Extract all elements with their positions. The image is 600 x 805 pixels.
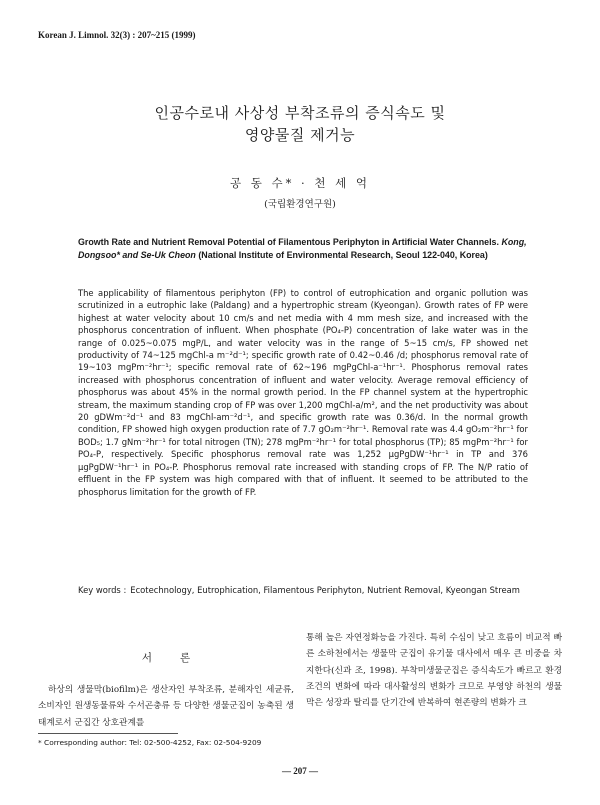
english-title: Growth Rate and Nutrient Removal Potential of Filamentous Periphyton in Artificial Water Channels.: [78, 237, 499, 247]
english-affiliation: (National Institute of Environmental Research, Seoul 122-040, Korea): [198, 249, 488, 260]
korean-title-line1: 인공수로내 사상성 부착조류의 증식속도 및: [154, 104, 446, 122]
english-authors: Kong, Dongsoo* and Se-Uk Cheon: [78, 237, 527, 260]
body-text-left-column: 하상의 생물막(biofilm)은 생산자인 부착조류, 분해자인 세균류, 소비자인 원생동물류와 수서곤충류 등 다양한 생물군집이 농축된 생태계로서 군집간 상호관계를: [38, 685, 294, 728]
keywords-label: Key words :: [78, 585, 127, 595]
keywords-text: Ecotechnology, Eutrophication, Filamentous Periphyton, Nutrient Removal, Kyeongan Stream: [130, 585, 520, 595]
footnote-divider: [38, 733, 178, 734]
corresponding-author-footnote: * Corresponding author: Tel: 02-500-4252, Fax: 02-504-9209: [38, 738, 262, 747]
korean-title: [0, 102, 600, 146]
abstract: The applicability of filamentous periphyton (FP) to control of eutrophication and organic pollution was scrutinized in a eutrophic lake (Paldang) and a hypertrophic stream (Kyeongan). Growth rates of FP were highest at water velocity about 10 cm/s and net media with 4 mm mesh size, and increased with the phosphorus concentration of influent. When phosphate (PO₄-P) concentration of lake water was in the range of 0.025~0.075 mgP/L, and water velocity was in the range of 5~15 cm/s, FP showed net productivity of 74~125 mgChl-a m⁻²d⁻¹; specific growth rate of 0.42~0.46 /d; phosphorus removal rate of 19~103 mgPm⁻²hr⁻¹; specific removal rate of 62~196 mgPgChl-a⁻¹hr⁻¹. Phosphorus removal rates increased with phosphorus concentration of influent and water velocity. Average removal efficiency of phosphorus was about 45% in the normal growth period. In the FP channel system at the hypertrophic stream, the maximum standing crop of FP was over 1,200 mgChl-a/m², and the net productivity was about 20 gDWm⁻²d⁻¹ and 83 mgChl-am⁻²d⁻¹, and specific growth rate was 0.36/d. In the normal growth condition, FP showed high oxygen production rate of 7.7 gO₂m⁻²hr⁻¹. Removal rate was 4.4 gO₂m⁻²hr⁻¹ for BOD₅; 1.7 gNm⁻²hr⁻¹ for total nitrogen (TN); 278 mgPm⁻²hr⁻¹ for total phosphorus (TP); 85 mgPm⁻²hr⁻¹ for PO₄-P, respectively. Specific phosphorus removal rate was 1,252 μgPgDW⁻¹hr⁻¹ in TP and 376 μgPgDW⁻¹hr⁻¹ in PO₄-P. Phosphorus removal rate increased with standing crops of FP. The N/P ratio of effluent in the FP system was high compared with that of influent. It seemed to be attributed to the phosphorus limitation for the growth of FP.: [78, 288, 528, 497]
korean-authors: 공 동 수* · 천 세 억: [230, 176, 370, 190]
body-text-right-column: 통해 높은 자연정화능을 가진다. 특히 수심이 낮고 흐름이 비교적 빠른 소하천에서는 생물막 군집이 유기물 대사에서 매우 큰 비중을 차지한다(신과 조, 1998). 부착미생물군집은 증식속도가 빠르고 환경조건의 변화에 따라 대사활성의 변화가 크므로 부영양 하천의 생물막은 성장과 탈리를 단기간에 반복하여 현존량의 변화가 크: [306, 633, 562, 709]
page-number: — 207 —: [282, 766, 318, 776]
english-title-block: [78, 236, 528, 261]
keywords: [78, 584, 528, 596]
korean-affiliation: (국립환경연구원): [264, 199, 336, 210]
journal-reference: Korean J. Limnol. 32(3) : 207~215 (1999): [38, 30, 196, 40]
section-heading-introduction: 서론: [141, 652, 219, 664]
korean-title-line2: 영양물질 제거능: [244, 126, 356, 144]
